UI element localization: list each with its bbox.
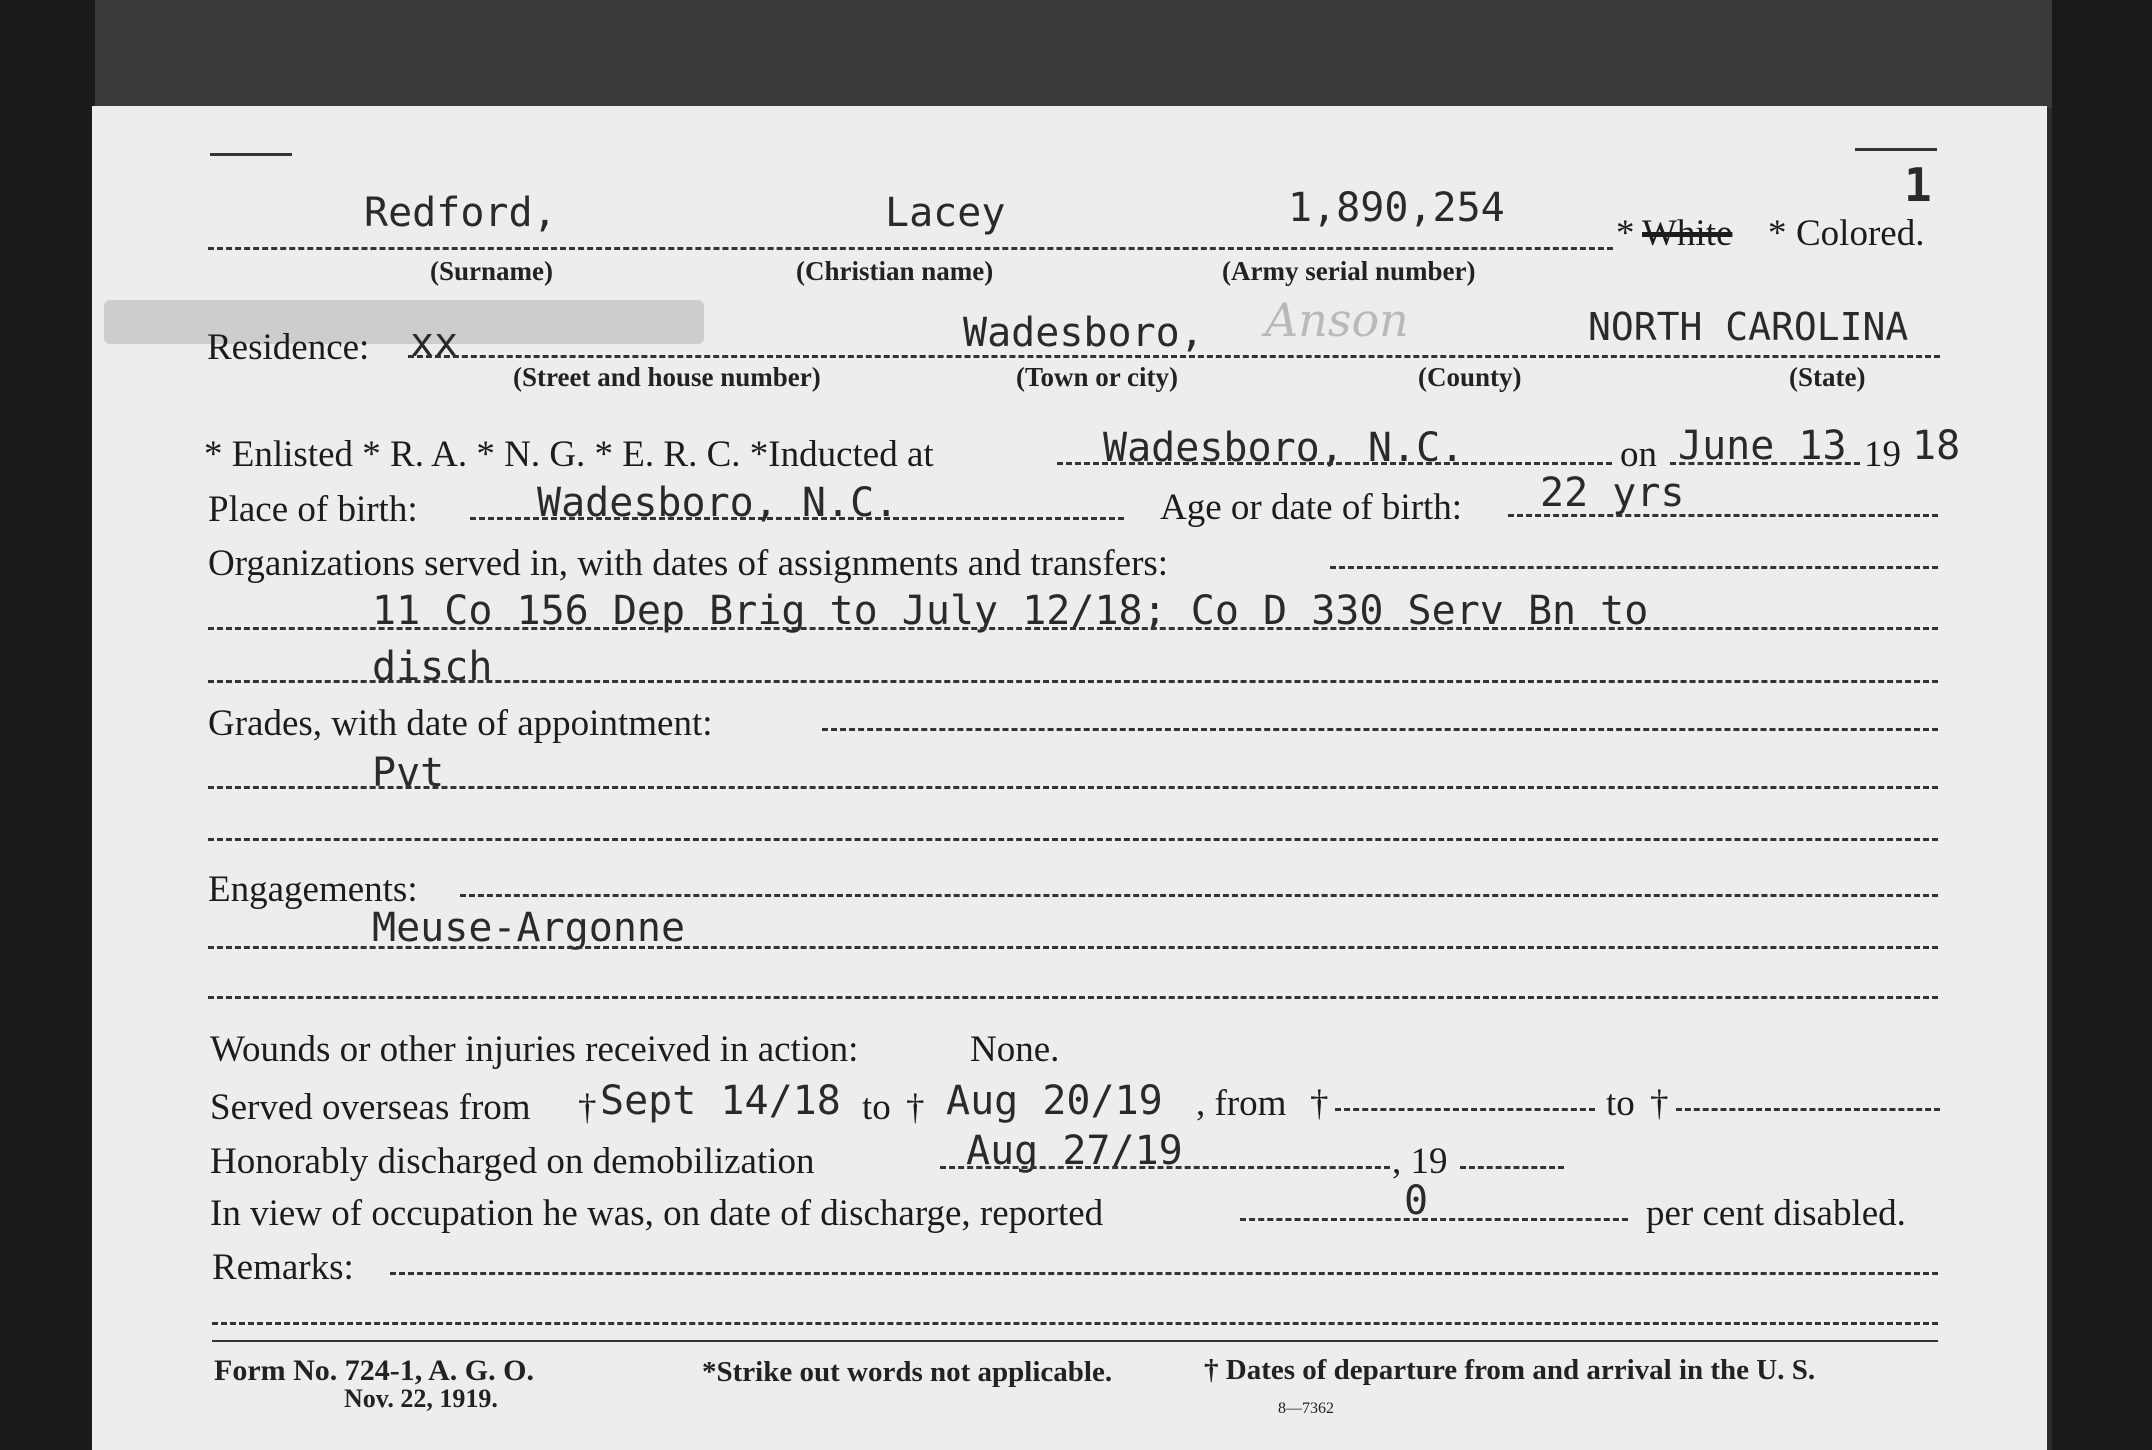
age-value: 22 yrs — [1540, 470, 1685, 516]
engagements-value: Meuse-Argonne — [372, 905, 686, 951]
race-asterisk: * — [1616, 213, 1635, 254]
induction-on-label: on — [1620, 434, 1657, 475]
christian-name: Lacey — [885, 190, 1006, 236]
caption-serial: (Army serial number) — [1222, 256, 1476, 286]
residence-street: xx — [410, 320, 459, 366]
caption-town: (Town or city) — [1016, 362, 1178, 392]
discharge-date: Aug 27/19 — [966, 1128, 1183, 1174]
top-right-rule — [1855, 148, 1937, 151]
race-colored: Colored. — [1796, 213, 1925, 254]
residence-label: Residence: — [207, 327, 370, 368]
discharge-label: Honorably discharged on demobilization — [210, 1141, 815, 1182]
race-white-struck: White — [1642, 213, 1733, 254]
remarks-label: Remarks: — [212, 1247, 354, 1288]
overseas-from2-label: , from — [1196, 1083, 1287, 1124]
overseas-from2-rule — [1335, 1108, 1595, 1111]
caption-street: (Street and house number) — [513, 362, 821, 392]
header-rule — [208, 247, 1613, 250]
caption-christian-name: (Christian name) — [796, 256, 994, 286]
card-number: 1 — [1904, 158, 1932, 212]
engagements-label: Engagements: — [208, 869, 418, 910]
surname: Redford, — [364, 190, 557, 236]
scan-border-left — [0, 0, 95, 1450]
discharge-year-rule — [1460, 1166, 1564, 1169]
disability-label: In view of occupation he was, on date of discharge, reported — [210, 1193, 1104, 1234]
grades-rule-1 — [208, 786, 1938, 789]
caption-county: (County) — [1418, 362, 1522, 392]
wounds-label: Wounds or other injuries received in action: — [210, 1029, 859, 1070]
induction-year: 18 — [1912, 423, 1961, 469]
print-code: 8—7362 — [1278, 1400, 1334, 1417]
induction-place: Wadesboro, N.C. — [1103, 425, 1465, 471]
organizations-label: Organizations served in, with dates of assignments and transfers: — [208, 543, 1169, 584]
disability-value: 0 — [1404, 1178, 1429, 1224]
discharge-rule — [940, 1166, 1390, 1169]
overseas-to-label: to — [862, 1087, 891, 1128]
wounds-value: None. — [970, 1029, 1060, 1070]
overseas-dagger-2: † — [906, 1087, 925, 1128]
scan-border-top — [95, 0, 2052, 108]
overseas-label: Served overseas from — [210, 1087, 531, 1128]
remarks-rule-1 — [390, 1272, 1938, 1275]
residence-rule — [408, 355, 1940, 358]
form-date: Nov. 22, 1919. — [344, 1384, 498, 1413]
race-asterisk-2: * — [1768, 213, 1787, 254]
top-left-rule — [210, 153, 292, 156]
organizations-line-1: 11 Co 156 Dep Brig to July 12/18; Co D 330 Serv Bn to — [372, 588, 1649, 634]
grades-rule-2 — [208, 838, 1938, 841]
overseas-to2-label: to — [1606, 1083, 1635, 1124]
overseas-to-date: Aug 20/19 — [946, 1078, 1163, 1124]
disability-rule — [1240, 1218, 1628, 1221]
grade-value: Pvt — [372, 750, 445, 796]
overseas-dagger-3: † — [1310, 1083, 1329, 1124]
scan-border-right — [2052, 0, 2152, 1450]
engagements-rule-2 — [208, 996, 1938, 999]
overseas-dagger-4: † — [1650, 1083, 1669, 1124]
caption-surname: (Surname) — [430, 256, 553, 286]
residence-county-handwritten: Anson — [1265, 293, 1409, 347]
remarks-rule-2 — [212, 1322, 1938, 1325]
induction-date-rule — [1670, 462, 1860, 465]
age-rule — [1508, 514, 1938, 517]
induction-place-rule — [1057, 462, 1612, 465]
induction-date: June 13 — [1678, 423, 1847, 469]
footnote-strike: *Strike out words not applicable. — [702, 1356, 1113, 1388]
organizations-rule-1 — [208, 627, 1938, 630]
organizations-rule-0 — [1330, 566, 1938, 569]
engagements-rule-0 — [460, 894, 1938, 897]
discharge-year-prefix: , 19 — [1392, 1141, 1448, 1182]
form-number: Form No. 724-1, A. G. O. — [214, 1354, 534, 1387]
engagements-rule-1 — [208, 946, 1938, 949]
residence-town: Wadesboro, — [963, 310, 1204, 356]
footnote-dates: † Dates of departure from and arrival in the U. S. — [1204, 1354, 1816, 1386]
overseas-dagger-1: † — [578, 1087, 597, 1128]
overseas-to2-rule — [1676, 1108, 1940, 1111]
grades-rule-0 — [822, 728, 1938, 731]
enlistment-type-label: * Enlisted * R. A. * N. G. * E. R. C. *Inducted at — [204, 434, 934, 475]
army-serial-number: 1,890,254 — [1288, 185, 1505, 231]
birth-place-rule — [470, 517, 1124, 520]
organizations-line-2: disch — [372, 644, 493, 690]
place-of-birth-label: Place of birth: — [208, 489, 418, 530]
age-label: Age or date of birth: — [1160, 487, 1463, 528]
residence-state: NORTH CAROLINA — [1588, 305, 1909, 349]
caption-state: (State) — [1789, 362, 1866, 392]
grades-label: Grades, with date of appointment: — [208, 703, 713, 744]
disability-suffix: per cent disabled. — [1646, 1193, 1906, 1234]
overseas-from-date: Sept 14/18 — [600, 1078, 841, 1124]
induction-year-prefix: 19 — [1864, 434, 1901, 475]
place-of-birth: Wadesboro, N.C. — [537, 480, 899, 526]
organizations-rule-2 — [208, 680, 1938, 683]
footer-rule — [212, 1340, 1938, 1342]
erasure-smudge — [104, 300, 704, 344]
